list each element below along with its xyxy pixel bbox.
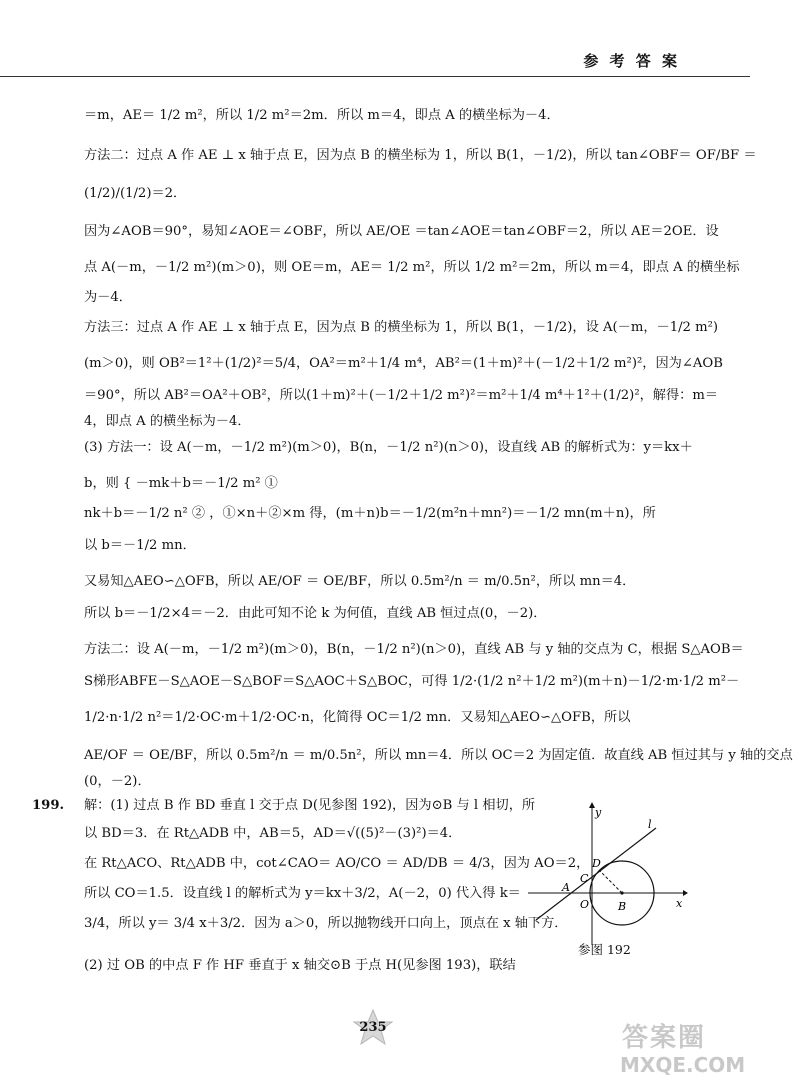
- label-d: D: [592, 857, 601, 870]
- label-o: O: [580, 898, 590, 911]
- watermark-url: MXQE.COM: [620, 1053, 746, 1077]
- text-line: 4，即点 A 的横坐标为－4．: [84, 414, 251, 429]
- text-line: AE/OF ＝ OE/BF，所以 0.5m²/n ＝ m/0.5n²，所以 mn＝4．所以 OC＝2 为固定值．故直线 AB 恒过其与 y 轴的交点: [84, 748, 793, 763]
- page-number: 235: [359, 1020, 387, 1035]
- text-line: (0，－2)．: [84, 774, 151, 789]
- label-x: x: [676, 897, 683, 910]
- radius-bd: [599, 870, 622, 893]
- text-line: (2) 过 OB 的中点 F 作 HF 垂直于 x 轴交⊙B 于点 H(见参图 193)，联结: [84, 958, 516, 973]
- text-line: 以 BD＝3．在 Rt△ADB 中，AB＝5，AD＝√((5)²－(3)²)＝4．: [84, 826, 462, 841]
- text-line: 方法二：设 A(－m，－1/2 m²)(m＞0)，B(n，－1/2 n²)(n＞0)，直线 AB 与 y 轴的交点为 C，根据 S△AOB＝: [84, 642, 744, 657]
- label-b: B: [618, 900, 627, 913]
- label-y: y: [595, 806, 602, 819]
- label-l: l: [648, 818, 652, 831]
- center-point-b: [620, 891, 623, 894]
- text-line: 所以 CO＝1.5．设直线 l 的解析式为 y＝kx＋3/2，A(－2，0) 代入得 k＝: [84, 886, 521, 901]
- text-line: S梯形ABFE－S△AOE－S△BOF＝S△AOC＋S△BOC，可得 1/2·(1/2 n²＋1/2 m²)(m＋n)－1/2·m·1/2 m²－: [84, 674, 740, 689]
- label-c: C: [580, 872, 589, 885]
- text-line: b，则 { －mk＋b＝－1/2 m² ①: [84, 476, 278, 491]
- figure-caption: 参图 192: [578, 942, 631, 957]
- text-line: ＝m，AE＝ 1/2 m²，所以 1/2 m²＝2m．所以 m＝4，即点 A 的横坐标为－4．: [84, 108, 560, 123]
- text-line: 以 b＝－1/2 mn．: [84, 538, 196, 553]
- text-line: 在 Rt△ACO、Rt△ADB 中，cot∠CAO＝ AO/CO ＝ AD/DB ＝ 4/3，因为 AO＝2，: [84, 856, 590, 871]
- text-line: (1/2)/(1/2)＝2．: [84, 186, 187, 201]
- text-line: 1/2·n·1/2 n²＝1/2·OC·m＋1/2·OC·n，化简得 OC＝1/2 mn．又易知△AEO∽△OFB，所以: [84, 710, 631, 725]
- text-line: 为－4．: [84, 290, 132, 305]
- text-line: 又易知△AEO∽△OFB，所以 AE/OF ＝ OE/BF，所以 0.5m²/n ＝ m/0.5n²，所以 mn＝4．: [84, 574, 636, 589]
- text-line: 方法三：过点 A 作 AE ⊥ x 轴于点 E，因为点 B 的横坐标为 1，所以 B(1，－1/2)，设 A(－m，－1/2 m²): [84, 320, 719, 335]
- text-line: (3) 方法一：设 A(－m，－1/2 m²)(m＞0)，B(n，－1/2 n²)(n＞0)，设直线 AB 的解析式为：y＝kx＋: [84, 440, 693, 455]
- page-number-badge: [348, 1008, 408, 1048]
- header-rule: [0, 76, 750, 77]
- text-line: 方法二：过点 A 作 AE ⊥ x 轴于点 E，因为点 B 的横坐标为 1，所以 B(1，－1/2)，所以 tan∠OBF＝ OF/BF ＝: [84, 148, 757, 163]
- text-line: 所以 b＝－1/2×4＝－2．由此可知不论 k 为何值，直线 AB 恒过点(0，－2)．: [84, 606, 547, 621]
- site-watermark: [600, 1015, 750, 1082]
- text-line: (m＞0)，则 OB²＝1²＋(1/2)²＝5/4，OA²＝m²＋1/4 m⁴，AB²＝(1＋m)²＋(－1/2＋1/2 m²)²，因为∠AOB: [84, 356, 723, 371]
- watermark-logo-text: 答案圈: [622, 1023, 707, 1053]
- label-a: A: [562, 881, 570, 894]
- question-number: 199.: [32, 798, 65, 813]
- x-axis-arrow-icon: [683, 890, 688, 896]
- text-line: nk＋b＝－1/2 n² ② ，①×n＋②×m 得，(m＋n)b＝－1/2(m²n＋mn²)＝－1/2 mn(m＋n)，所: [84, 506, 656, 521]
- text-line: 点 A(－m，－1/2 m²)(m＞0)，则 OE＝m，AE＝ 1/2 m²，所以 1/2 m²＝2m，所以 m＝4，即点 A 的横坐标: [84, 260, 740, 275]
- geometry-figure-192: [528, 800, 688, 950]
- text-line: 3/4，所以 y＝ 3/4 x＋3/2．因为 a＞0，所以抛物线开口向上，顶点在 x 轴下方．: [84, 916, 568, 931]
- text-line: 解：(1) 过点 B 作 BD 垂直 l 交于点 D(见参图 192)，因为⊙B 与 l 相切，所: [84, 798, 536, 813]
- text-line: 因为∠AOB＝90°，易知∠AOE＝∠OBF，所以 AE/OE ＝tan∠AOE＝tan∠OBF＝2，所以 AE＝2OE．设: [84, 224, 719, 239]
- page-header-title: 参 考 答 案: [583, 52, 680, 70]
- text-line: ＝90°，所以 AB²＝OA²＋OB²，所以(1＋m)²＋(－1/2＋1/2 m²)²＝m²＋1/4 m⁴＋1²＋(1/2)²，解得：m＝: [84, 388, 719, 403]
